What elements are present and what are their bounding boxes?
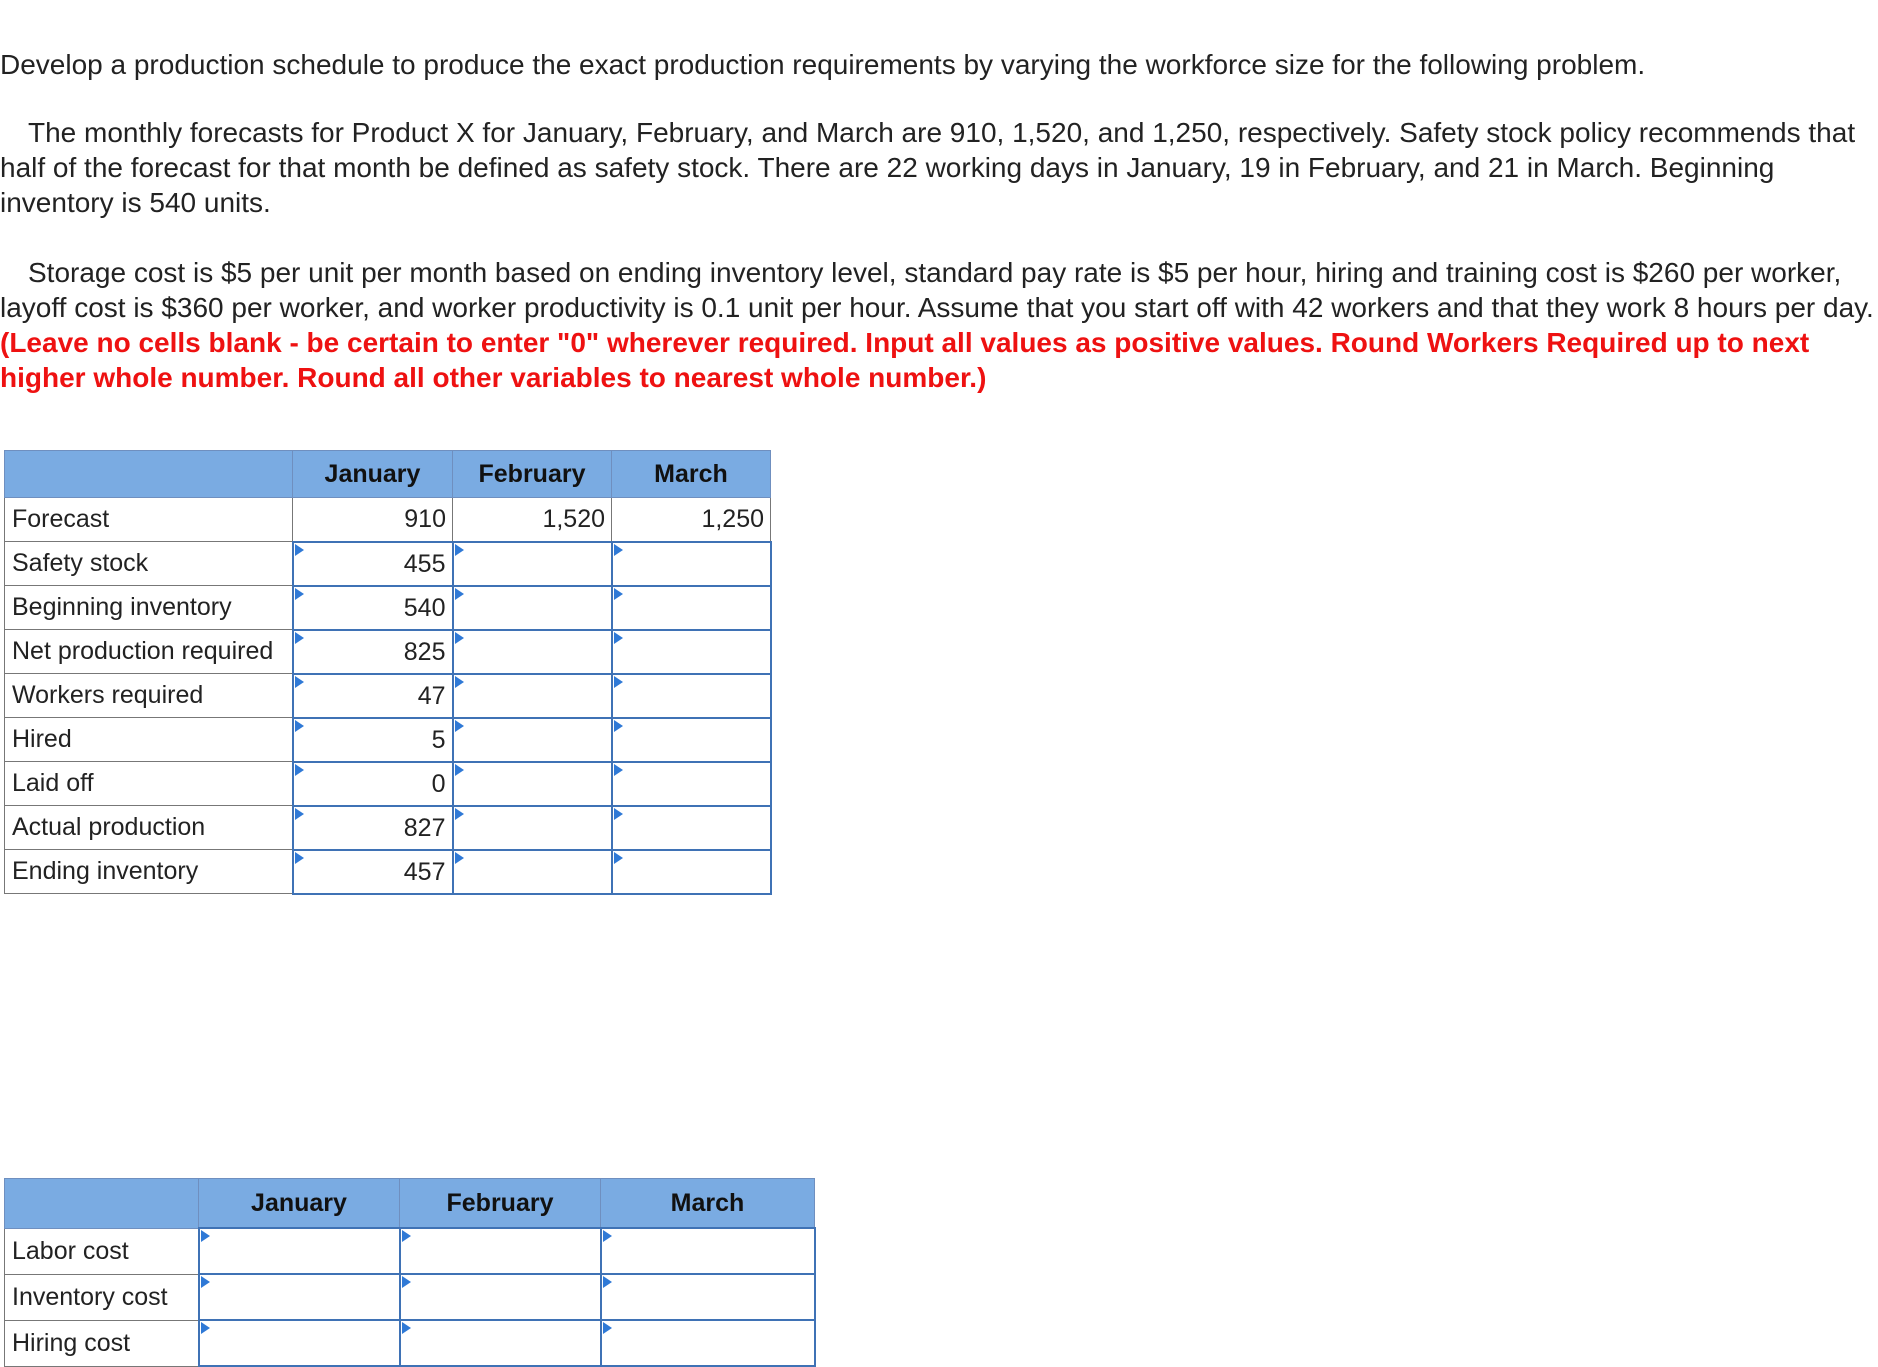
forecast-january: 910 <box>293 498 453 542</box>
workers-required-february-input[interactable] <box>453 674 612 718</box>
laid-off-march-input[interactable] <box>612 762 771 806</box>
inventory-cost-row <box>5 1274 815 1320</box>
laid-off-january-input[interactable] <box>293 762 453 806</box>
net-production-required-march-input[interactable] <box>612 630 771 674</box>
schedule-header-january: January <box>293 451 453 498</box>
input-marker-icon <box>614 544 623 556</box>
row-label-beginning-inventory: Beginning inventory <box>5 586 293 630</box>
row-label-safety-stock: Safety stock <box>5 542 293 586</box>
input-marker-icon <box>201 1322 210 1334</box>
input-marker-icon <box>455 632 464 644</box>
hired-march-input[interactable] <box>612 718 771 762</box>
ending-inventory-row <box>5 850 771 894</box>
forecast-february: 1,520 <box>453 498 612 542</box>
hiring-cost-february-input[interactable] <box>400 1320 601 1366</box>
laid-off-row <box>5 762 771 806</box>
cost-paragraph <box>0 255 1876 395</box>
ending-inventory-january-input[interactable] <box>293 850 453 894</box>
ending-inventory-march-input[interactable] <box>612 850 771 894</box>
input-marker-icon <box>201 1276 210 1288</box>
instruction-note: (Leave no cells blank - be certain to enter "0" wherever required. Input all values as positive values. Round Workers Required up to next higher whole number. Round all other variables to nearest whole number.) <box>0 327 1810 393</box>
actual-production-row <box>5 806 771 850</box>
actual-production-march-input[interactable] <box>612 806 771 850</box>
actual-production-february-input[interactable] <box>453 806 612 850</box>
schedule-header-march: March <box>612 451 771 498</box>
input-marker-icon <box>295 720 304 732</box>
beginning-inventory-february-input[interactable] <box>453 586 612 630</box>
cost-input-rows <box>5 1228 815 1366</box>
schedule-input-rows <box>5 542 771 894</box>
input-value: 0 <box>431 769 446 798</box>
ending-inventory-february-input[interactable] <box>453 850 612 894</box>
laid-off-february-input[interactable] <box>453 762 612 806</box>
cost-header-march: March <box>601 1179 815 1229</box>
schedule-header-row <box>5 451 771 498</box>
safety-stock-row <box>5 542 771 586</box>
beginning-inventory-row <box>5 586 771 630</box>
input-marker-icon <box>295 764 304 776</box>
row-label-forecast: Forecast <box>5 498 293 542</box>
input-marker-icon <box>455 676 464 688</box>
cost-header-january: January <box>199 1179 400 1229</box>
cost-header-row <box>5 1179 815 1229</box>
hiring-cost-march-input[interactable] <box>601 1320 815 1366</box>
row-label-workers-required: Workers required <box>5 674 293 718</box>
hired-january-input[interactable] <box>293 718 453 762</box>
schedule-header-blank <box>5 451 293 498</box>
input-marker-icon <box>603 1230 612 1242</box>
net-production-required-row <box>5 630 771 674</box>
cost-table <box>4 1178 816 1367</box>
safety-stock-january-input[interactable] <box>293 542 453 586</box>
input-value: 827 <box>403 813 446 842</box>
input-marker-icon <box>614 588 623 600</box>
input-marker-icon <box>614 632 623 644</box>
forecast-paragraph: The monthly forecasts for Product X for January, February, and March are 910, 1,520, and 1,250, respectively. Safety stock policy recommends that half of the forecast for that month be defined as safety stock. There are 22 working days in January, 19 in February, and 21 in March. Beginning inventory is 540 units. <box>0 117 1856 218</box>
input-marker-icon <box>455 720 464 732</box>
forecast-row <box>5 498 771 542</box>
cost-header-blank <box>5 1179 199 1229</box>
input-marker-icon <box>455 588 464 600</box>
workers-required-row <box>5 674 771 718</box>
row-label-laid-off: Laid off <box>5 762 293 806</box>
input-value: 455 <box>403 549 446 578</box>
input-value: 540 <box>403 593 446 622</box>
labor-cost-row <box>5 1228 815 1274</box>
net-production-required-february-input[interactable] <box>453 630 612 674</box>
input-marker-icon <box>201 1230 210 1242</box>
input-marker-icon <box>455 808 464 820</box>
input-value: 825 <box>403 637 446 666</box>
input-value: 47 <box>417 681 446 710</box>
labor-cost-january-input[interactable] <box>199 1228 400 1274</box>
inventory-cost-february-input[interactable] <box>400 1274 601 1320</box>
input-marker-icon <box>455 852 464 864</box>
safety-stock-march-input[interactable] <box>612 542 771 586</box>
input-marker-icon <box>295 544 304 556</box>
input-marker-icon <box>295 676 304 688</box>
cost-description: Storage cost is $5 per unit per month based on ending inventory level, standard pay rate is $5 per hour, hiring and training cost is $260 per worker, layoff cost is $360 per worker, and worker productivity is 0.1 unit per hour. Assume that you start off with 42 workers and that they work 8 hours per day. <box>0 257 1874 323</box>
input-marker-icon <box>614 720 623 732</box>
input-marker-icon <box>295 632 304 644</box>
production-schedule-table <box>4 450 772 895</box>
inventory-cost-march-input[interactable] <box>601 1274 815 1320</box>
hired-row <box>5 718 771 762</box>
workers-required-january-input[interactable] <box>293 674 453 718</box>
inventory-cost-january-input[interactable] <box>199 1274 400 1320</box>
row-label-hired: Hired <box>5 718 293 762</box>
schedule-header-february: February <box>453 451 612 498</box>
net-production-required-january-input[interactable] <box>293 630 453 674</box>
input-marker-icon <box>295 588 304 600</box>
row-label-actual-production: Actual production <box>5 806 293 850</box>
hiring-cost-row <box>5 1320 815 1366</box>
input-marker-icon <box>455 544 464 556</box>
problem-intro: Develop a production schedule to produce the exact production requirements by varying the workforce size for the following problem. <box>0 49 1646 80</box>
safety-stock-february-input[interactable] <box>453 542 612 586</box>
row-label-inventory-cost: Inventory cost <box>5 1274 199 1320</box>
input-marker-icon <box>614 852 623 864</box>
input-marker-icon <box>614 764 623 776</box>
labor-cost-february-input[interactable] <box>400 1228 601 1274</box>
beginning-inventory-january-input[interactable] <box>293 586 453 630</box>
input-marker-icon <box>603 1276 612 1288</box>
input-marker-icon <box>402 1322 411 1334</box>
beginning-inventory-march-input[interactable] <box>612 586 771 630</box>
cost-header-february: February <box>400 1179 601 1229</box>
hired-february-input[interactable] <box>453 718 612 762</box>
hiring-cost-january-input[interactable] <box>199 1320 400 1366</box>
row-label-ending-inventory: Ending inventory <box>5 850 293 894</box>
row-label-hiring-cost: Hiring cost <box>5 1320 199 1366</box>
input-marker-icon <box>455 764 464 776</box>
input-marker-icon <box>402 1276 411 1288</box>
input-value: 5 <box>431 725 446 754</box>
input-marker-icon <box>295 808 304 820</box>
input-marker-icon <box>295 852 304 864</box>
input-marker-icon <box>402 1230 411 1242</box>
row-label-labor-cost: Labor cost <box>5 1228 199 1274</box>
input-value: 457 <box>403 857 446 886</box>
forecast-march: 1,250 <box>612 498 771 542</box>
row-label-net-production-required: Net production required <box>5 630 293 674</box>
input-marker-icon <box>603 1322 612 1334</box>
input-marker-icon <box>614 808 623 820</box>
workers-required-march-input[interactable] <box>612 674 771 718</box>
actual-production-january-input[interactable] <box>293 806 453 850</box>
labor-cost-march-input[interactable] <box>601 1228 815 1274</box>
input-marker-icon <box>614 676 623 688</box>
